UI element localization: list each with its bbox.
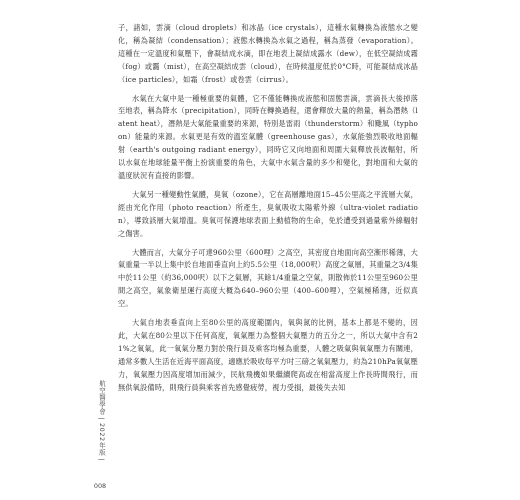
paragraph-1: 子，諸如，雲滴（cloud droplets）和冰晶（ice crystals），這種水氣轉換為液態水之變化，稱為凝結（condensation）；液態水轉換為水氣之過程，稱為蒸發（evaporation）。這種在一定溫度和氣壓下，會凝結成水滴，即在地表上凝結成露水（dew），在低空凝結成霧（fog）或靄（mist），在高空凝結成雲（cloud），在時候溫度低於0°C時，可能凝結成冰晶（ice particles），如霜（frost）或卷雲（cirrus）。 [118,23,418,84]
paragraph-4: 大體而言，大氣分子可達960公里（600哩）之高空，其密度自地面向高空漸形稀薄，大氣重量一半以上集中於自地面垂直向上約5.5公里（18,000呎）高度之氣層，其重量之3/4集中於11公里（約36,000呎）以下之氣層，其餘1/4重量之空氣，則散佈於11公里至960公里間之高空，氣象衛星運行高度大概為640–960公里（400–600哩），空氣極稀薄，近似真空。 [118,247,418,309]
body-text [118,22,418,400]
paragraph-3: 大氣另一種變動性氣體，臭氧（ozone），它在高層離地面15–45公里高之平流層大氣，經由光化作用（photo reaction）所產生，臭氧吸收太陽紫外線（ultra-violet radiation），導致該層大氣增溫。臭氧可保護地球表面上動植物的生命，免於遭受到過量紫外線輻射之傷害。 [118,189,418,238]
paragraph-2: 水氣在大氣中是一種極重要的氣體，它不僅能轉換成液態和固態雲滴，雲滴長大後掉落至地表，稱為降水（precipitation），同時在轉換過程，還會釋放大量的熱量，稱為潛熱（latent heat），潛熱是大氣能量重要的來源，特別是雷雨（thunderstorm）和颱風（typhoon）能量的來源。水氣更是有效的溫室氣體（greenhouse gas），水氣能強烈吸收地面輻射（earth's outgoing radiant energy），同時它又向地面和周圍大氣釋放長波輻射，所以水氣在地球能量平衡上扮演重要的角色，大氣中水氣含量的多少和變化，對地面和大氣的溫度狀況有直接的影響。 [118,93,418,180]
page-number: 008 [93,482,107,490]
running-side-label: 航空醫學會 | 2022年版 | [98,380,106,462]
paragraph-5: 大氣自地表垂直向上至80公里的高度範圍內，氧與氮的比例，基本上都是不變的，因此，大氣在80公里以下任何高度，氧氣壓力為整個大氣壓力的五分之一，所以大氣中含有21%之氧氣，此一氧氣分壓力對於飛行員及乘客均極為重要，人體之吸氣與氧氣壓力有關連，通常多數人生活在近海平面高度，適應於吸收每平方吋三磅之氧氣壓力，約為210hPa氧氣壓力，氧氣壓力因高度增加而減少，民航飛機如果繼續爬高或在相當高度上作長時間飛行，而無供氧設備時，則飛行員與乘客首先感覺疲勞，視力受損，最後失去知 [118,318,418,392]
